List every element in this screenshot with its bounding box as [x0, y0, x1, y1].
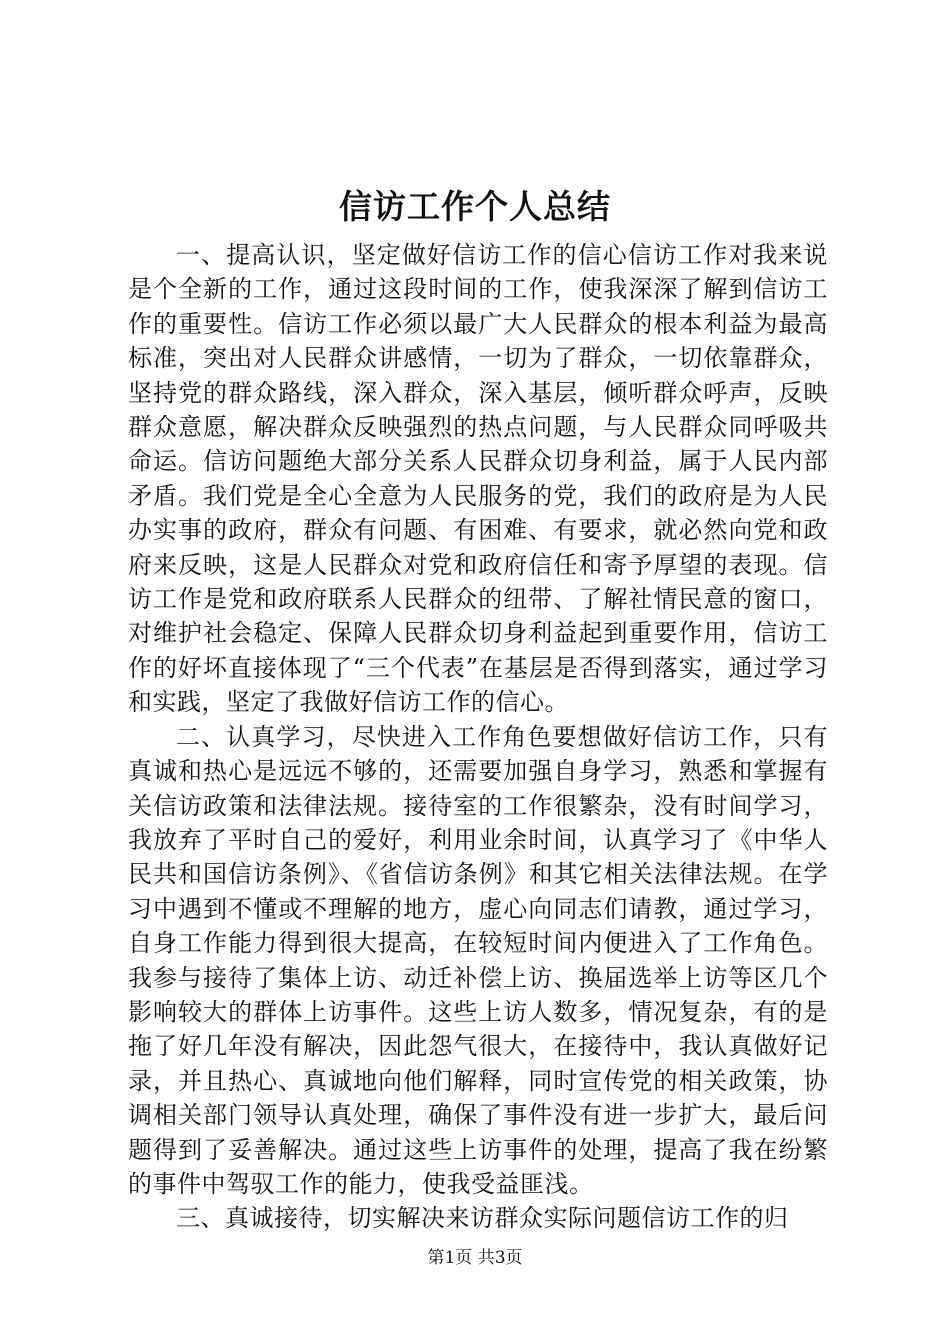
paragraph-3: 三、真诚接待，切实解决来访群众实际问题信访工作的归 [176, 1204, 789, 1233]
paragraph-1: 一、提高认识，坚定做好信访工作的信心信访工作对我来说是个全新的工作，通过这段时间的工作，使我深深了解到信访工作的重要性。信访工作必须以最广大人民群众的根本利益为最高标准，突出对人民群众讲感情，一切为了群众，一切依靠群众，坚持党的群众路线，深入群众，深入基层，倾听群众呼声，反映群众意愿，解决群众反映强烈的热点问题，与人民群众同呼吸共命运。信访问题绝大部分关系人民群众切身利益，属于人民内部矛盾。我们党是全心全意为人民服务的党，我们的政府是为人民办实事的政府，群众有问题、有困难、有要求，就必然向党和政府来反映，这是人民群众对党和政府信任和寄予厚望的表现。信访工作是党和政府联系人民群众的纽带、了解社情民意的窗口，对维护社会稳定、保障人民群众切身利益起到重要作用，信访工作的好坏直接体现了“三个代表”在基层是否得到落实，通过学习和实践，坚定了我做好信访工作的信心。 [128, 241, 828, 717]
paragraph-2: 二、认真学习，尽快进入工作角色要想做好信访工作，只有真诚和热心是远远不够的，还需要加强自身学习，熟悉和掌握有关信访政策和法律法规。接待室的工作很繁杂，没有时间学习，我放弃了平时自己的爱好，利用业余时间，认真学习了《中华人民共和国信访条例》、《省信访条例》和其它相关法律法规。在学习中遇到不懂或不理解的地方，虚心向同志们请教，通过学习，自身工作能力得到很大提高，在较短时间内便进入了工作角色。我参与接待了集体上访、动迁补偿上访、换届选举上访等区几个影响较大的群体上访事件。这些上访人数多，情况复杂，有的是拖了好几年没有解决，因此怨气很大，在接待中，我认真做好记录，并且热心、真诚地向他们解释，同时宣传党的相关政策，协调相关部门领导认真处理，确保了事件没有进一步扩大，最后问题得到了妥善解决。通过这些上访事件的处理，提高了我在纷繁的事件中驾驭工作的能力，使我受益匪浅。 [128, 722, 828, 1198]
document-title: 信访工作个人总结 [339, 187, 611, 226]
document-body [128, 238, 828, 1236]
page-number-footer: 第1页 共3页 [427, 1248, 523, 1268]
